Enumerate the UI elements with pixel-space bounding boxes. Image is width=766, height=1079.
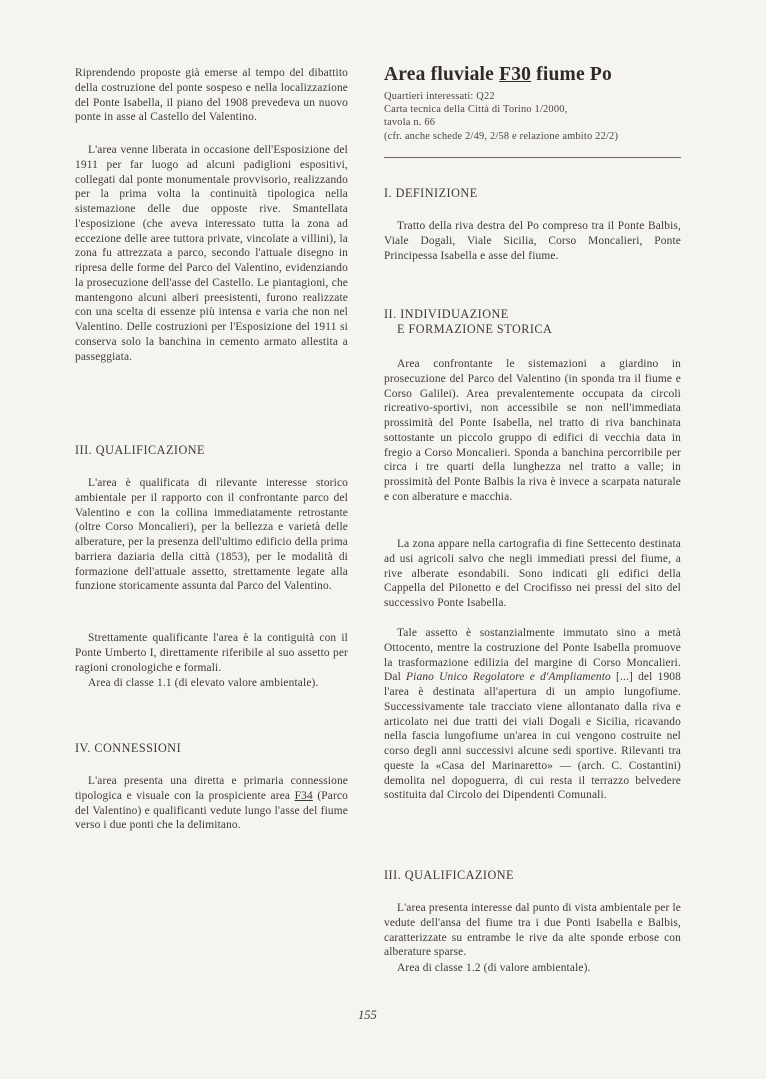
section-heading-connessioni: IV. CONNESSIONI — [75, 741, 182, 755]
intro-paragraph-1: Riprendendo proposte già emerse al tempo del dibattito della costruzione del ponte sospeso e nella localizzazione del Ponte Isabella, il piano del 1908 prevedeva un nuovo ponte in asse al Castello del Valentino. — [75, 67, 348, 124]
intro-paragraph-2: L'area venne liberata in occasione dell'Esposizione del 1911 per far luogo ad alcuni padiglioni espositivi, collegati dal ponte monumentale provvisorio, realizzando per la prima volta la continuità tipologica nella sistemazione delle due opposte rive. Smantellata l'esposizione (che aveva interessato tutta la zona ad eccezione delle aree tuttora private, vincolate a villini), la zona fu attrezzata a parco, secondo l'attuale disegno in ripresa delle forme del Parco del Valentino, evidenziando la prosecuzione dell'asse del Castello. Le piantagioni, che mantengono alcuni alberi preesistenti, furono realizzate con una scelta di essenze più intensa e varia che non nel Valentino. Delle costruzioni per l'Esposizione del 1911 si conserva solo la banchina in cemento armato allestita a passeggiata. — [75, 144, 348, 363]
section-heading-individuazione: II. INDIVIDUAZIONE E FORMAZIONE STORICA — [384, 307, 553, 336]
page-title: Area fluviale F30 fiume Po — [384, 64, 612, 85]
qualificazione-right-paragraph-1: L'area presenta interesse dal punto di vista ambientale per le vedute dell'ansa del fiume tra i due Ponti Isabella e Balbis, caratterizzate su entrambe le rive da alte sponde erbose con alberature sparse. — [384, 902, 681, 959]
title-divider — [384, 157, 681, 158]
qualificazione-paragraph-3: Area di classe 1.1 (di elevato valore ambientale). — [88, 677, 319, 689]
section-heading-qualificazione-left: III. QUALIFICAZIONE — [75, 443, 205, 457]
page-number: 155 — [358, 1008, 377, 1022]
area-reference-link: F34 — [294, 789, 313, 802]
qualificazione-paragraph-1: L'area è qualificata di rilevante interesse storico ambientale per il rapporto con il confrontante parco del Valentino e con la collina immediatamente retrostante (oltre Corso Moncalieri), per la bellezza e varietà delle alberature, per la presenza dell'ultimo edificio della prima barriera daziaria della città (1853), per le modalità di formazione dell'attuale assetto, strettamente legate alla funzione storicamente assunta dal Parco del Valentino. — [75, 477, 348, 593]
individuazione-paragraph-1: Area confrontante le sistemazioni a giardino in prosecuzione del Parco del Valentino (in sponda tra il fiume e Corso Galilei). Area prevalentemente occupata da circoli ricreativo-sportivi, non accessibile se non nell'immediata prossimità del Ponte Isabella, nel tratto di riva banchinata sottostante un piccolo gruppo di edifici di vecchia data in fregio a Corso Moncalieri. Sponda a banchina percorribile per circa i tre quarti della lunghezza nel tratto a valle; in prossimità del Ponte Balbis la riva è invece a scarpata naturale e con alberature e macchia. — [384, 358, 681, 503]
reference-metadata: Quartieri interessati: Q22 Carta tecnica della Città di Torino 1/2000, tavola n. 66 (cfr. anche schede 2/49, 2/58 e relazione ambito 22/2) — [384, 91, 619, 142]
section-heading-qualificazione-right: III. QUALIFICAZIONE — [384, 868, 514, 882]
qualificazione-paragraph-2: Strettamente qualificante l'area è la contiguità con il Ponte Umberto I, direttamente riferibile al suo assetto per ragioni cronologiche e formali. — [75, 632, 348, 674]
individuazione-paragraph-2: La zona appare nella cartografia di fine Settecento destinata ad usi agricoli salvo che negli immediati pressi del fiume, a rive alberate esondabili. Sono indicati gli edifici della Cappella del Pilonetto e del Crocifisso nei pressi del sito del successivo Ponte Isabella. — [384, 538, 681, 609]
section-heading-definizione: I. DEFINIZIONE — [384, 186, 478, 200]
definizione-paragraph: Tratto della riva destra del Po compreso tra il Ponte Balbis, Viale Dogali, Viale Sicilia, Corso Moncalieri, Ponte Principessa Isabella e asse del fiume. — [384, 220, 681, 262]
connessioni-paragraph: L'area presenta una diretta e primaria connessione tipologica e visuale con la prospiciente area F34 (Parco del Valentino) e qualificanti vedute lungo l'asse del fiume verso i due ponti che la delimitano. — [75, 775, 348, 832]
individuazione-paragraph-3: Tale assetto è sostanzialmente immutato sino a metà Ottocento, mentre la costruzione del Ponte Isabella promuove la trasformazione edilizia del margine di Corso Moncalieri. Dal Piano Unico Regolatore e d'Ampliamento [...] del 1908 l'area è destinata all'apertura di un ampio lungofiume. Successivamente tale tracciato viene allontanato dalla riva e articolato nei due tratti dei viali Dogali e Sicilia, ricavando nella fascia lungofiume un'area in cui vengono costruite nel corso degli anni successivi alcune sedi sportive. Rilevanti tra queste la «Casa del Marinaretto» — (arch. C. Costantini) demolita nel dopoguerra, di cui resta il terrazzo belvedere sostituita dal Circolo dei Dipendenti Comunali. — [384, 627, 681, 802]
qualificazione-right-paragraph-2: Area di classe 1.2 (di valore ambientale). — [397, 962, 591, 974]
